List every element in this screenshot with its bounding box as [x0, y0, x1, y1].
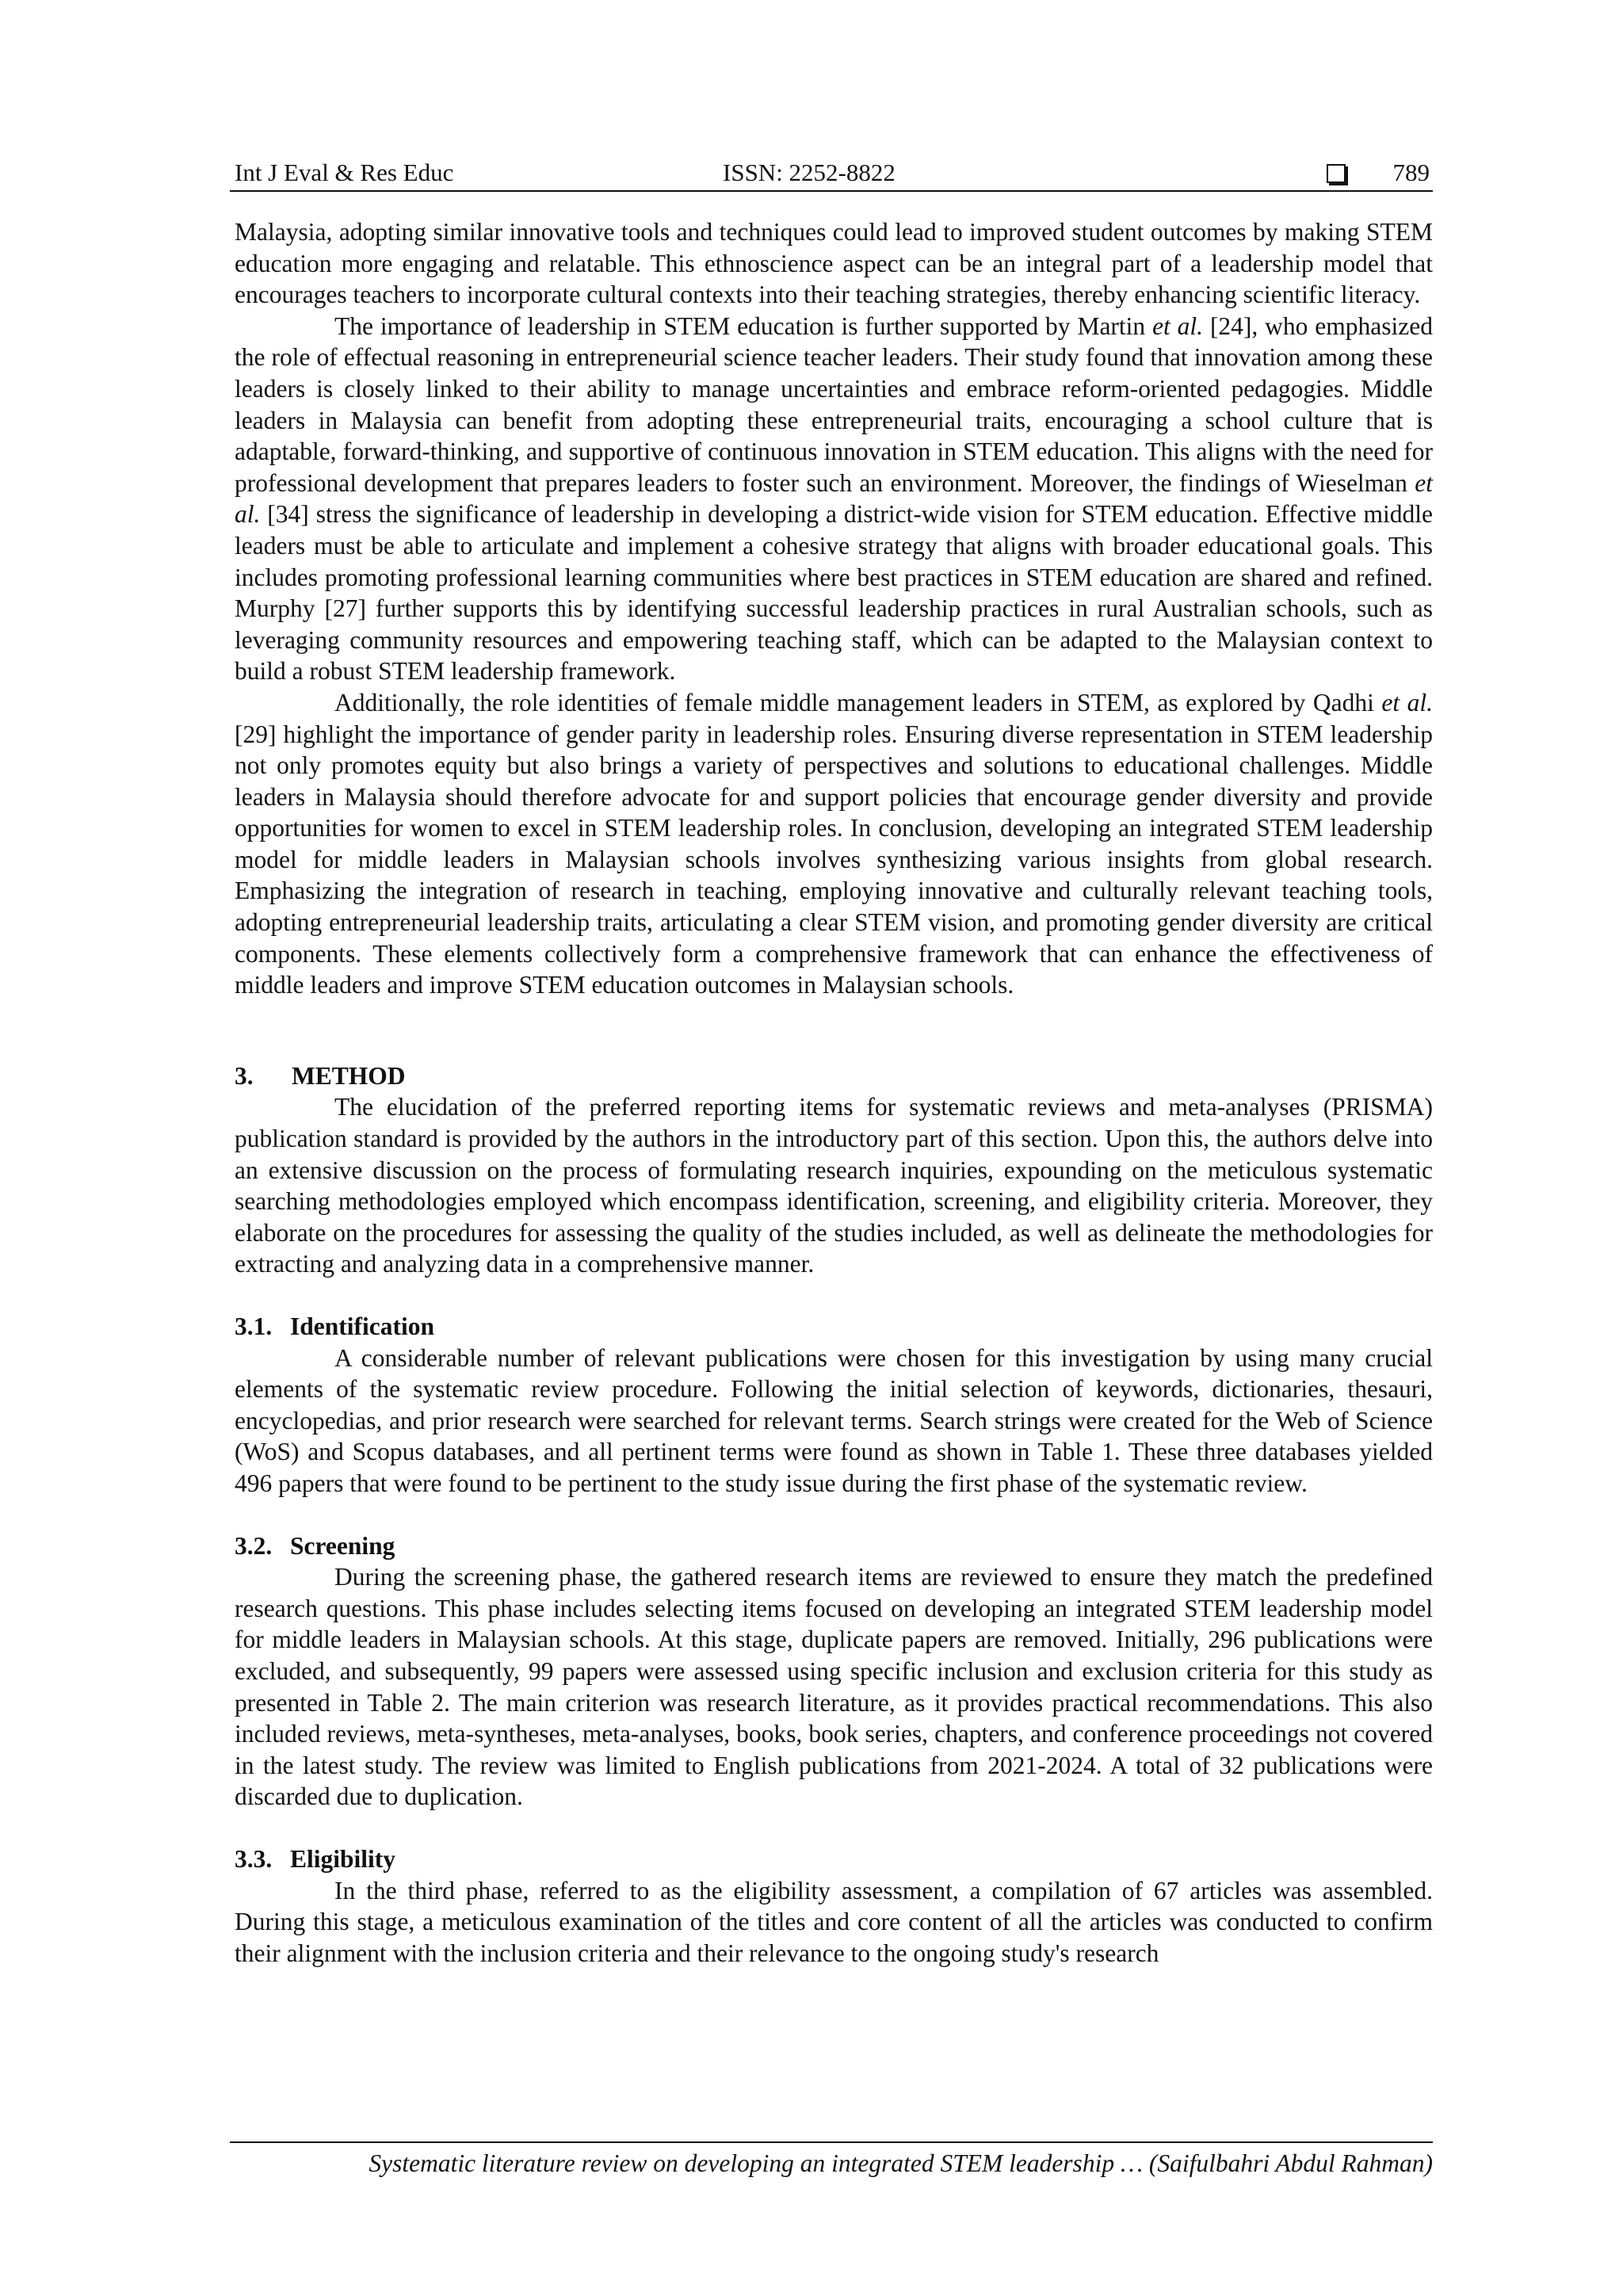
page-number: 789 — [1392, 159, 1430, 186]
article-body — [235, 216, 1433, 1969]
citation-et-al: et al. — [235, 468, 1433, 529]
header-rule — [230, 190, 1433, 192]
citation-et-al: et al. — [1381, 688, 1433, 716]
body-paragraph: The elucidation of the preferred reporting items for systematic reviews and meta-analyses (PRISMA) publication standard is provided by the authors in the introductory part of this section. Upon this, the authors delve into an extensive discussion on the process of formulating research inquiries, expounding on the meticulous systematic searching methodologies employed which encompass identification, screening, and eligibility criteria. Moreover, they elaborate on the procedures for assessing the quality of the studies included, as well as delineate the methodologies for extracting and analyzing data in a comprehensive manner. — [235, 1093, 1433, 1278]
section-heading-method — [235, 1060, 1433, 1092]
subsection-heading-screening — [235, 1530, 1433, 1562]
citation-et-al: et al. — [1152, 311, 1204, 340]
subsection-number: 3.1. — [235, 1312, 273, 1340]
text-segment: [34] stress the significance of leadership in developing a district-wide vision for STEM education. Effective middle leaders must be able to articulate and implement a cohesive strategy that aligns with broader educational goals. This includes promoting professional learning communities where best practices in STEM education are shared and refined. Murphy [27] further supports this by identifying successful leadership practices in rural Australian schools, such as leveraging community resources and empowering teaching staff, which can be adapted to the Malaysian context to build a robust STEM leadership framework. — [235, 500, 1433, 686]
text-segment: Malaysia, adopting similar innovative tools and techniques could lead to improved student outcomes by making STEM education more engaging and relatable. This ethnoscience aspect can be an integral part of a leadership model that encourages teachers to incorporate cultural contexts into their teaching strategies, thereby enhancing scientific literacy. — [235, 218, 1433, 309]
section-title: METHOD — [292, 1061, 406, 1090]
running-header — [235, 155, 1433, 191]
footer-rule — [230, 2141, 1433, 2143]
body-paragraph: During the screening phase, the gathered research items are reviewed to ensure they match the predefined research questions. This phase includes selecting items focused on developing an integrated STEM leadership model for middle leaders in Malaysian schools. At this stage, duplicate papers are removed. Initially, 296 publications were excluded, and subsequently, 99 papers were assessed using specific inclusion and exclusion criteria for this study as presented in Table 2. The main criterion was research literature, as it provides practical recommendations. This also included reviews, meta-syntheses, meta-analyses, books, book series, chapters, and conference proceedings not covered in the latest study. The review was limited to English publications from 2021-2024. A total of 32 publications were discarded due to duplication. — [235, 1563, 1433, 1811]
running-footer: Systematic literature review on developing an integrated STEM leadership … (Saifulbahri Abdul Rahman) — [369, 2149, 1433, 2177]
text-segment: The importance of leadership in STEM education is further supported by Martin — [334, 311, 1153, 340]
text-segment: Additionally, the role identities of female middle management leaders in STEM, as explored by Qadhi — [334, 688, 1382, 716]
square-box-icon — [1327, 164, 1346, 183]
journal-name: Int J Eval & Res Educ — [235, 159, 454, 186]
subsection-heading-eligibility — [235, 1843, 1433, 1875]
subsection-title: Eligibility — [290, 1844, 396, 1873]
body-paragraph — [235, 687, 1433, 1001]
body-paragraph: In the third phase, referred to as the eligibility assessment, a compilation of 67 articles was assembled. During this stage, a meticulous examination of the titles and core content of all the articles was conducted to confirm their alignment with the inclusion criteria and their relevance to the ongoing study's research — [235, 1876, 1433, 1967]
subsection-number: 3.3. — [235, 1844, 273, 1873]
text-segment: [29] highlight the importance of gender parity in leadership roles. Ensuring diverse representation in STEM leadership not only promotes equity but also brings a variety of perspectives and solutions to educational challenges. Middle leaders in Malaysia should therefore advocate for and support policies that encourage gender diversity and provide opportunities for women to excel in STEM leadership roles. In conclusion, developing an integrated STEM leadership model for middle leaders in Malaysian schools involves synthesizing various insights from global research. Emphasizing the integration of research in teaching, employing innovative and culturally relevant teaching tools, adopting entrepreneurial leadership traits, articulating a clear STEM vision, and promoting gender diversity are critical components. These elements collectively form a comprehensive framework that can enhance the effectiveness of middle leaders and improve STEM education outcomes in Malaysian schools. — [235, 720, 1433, 999]
subsection-heading-identification — [235, 1311, 1433, 1343]
issn: ISSN: 2252-8822 — [723, 159, 896, 186]
subsection-title: Identification — [290, 1312, 435, 1340]
subsection-number: 3.2. — [235, 1531, 273, 1560]
text-segment: [24], who emphasized the role of effectual reasoning in entrepreneurial science teacher leaders. Their study found that innovation among these leaders is closely linked to their ability to manage uncertainties and embrace reform-oriented pedagogies. Middle leaders in Malaysia can benefit from adopting these entrepreneurial traits, encouraging a school culture that is adaptable, forward-thinking, and supportive of continuous innovation in STEM education. This aligns with the need for professional development that prepares leaders to foster such an environment. Moreover, the findings of Wieselman — [235, 311, 1433, 497]
body-paragraph — [235, 216, 1433, 311]
body-paragraph — [235, 311, 1433, 687]
body-paragraph: A considerable number of relevant publications were chosen for this investigation by using many crucial elements of the systematic review procedure. Following the initial selection of keywords, dictionaries, thesauri, encyclopedias, and prior research were searched for relevant terms. Search strings were created for the Web of Science (WoS) and Scopus databases, and all pertinent terms were found as shown in Table 1. These three databases yielded 496 papers that were found to be pertinent to the study issue during the first phase of the systematic review. — [235, 1343, 1433, 1497]
section-number: 3. — [235, 1061, 254, 1090]
subsection-title: Screening — [290, 1531, 395, 1560]
